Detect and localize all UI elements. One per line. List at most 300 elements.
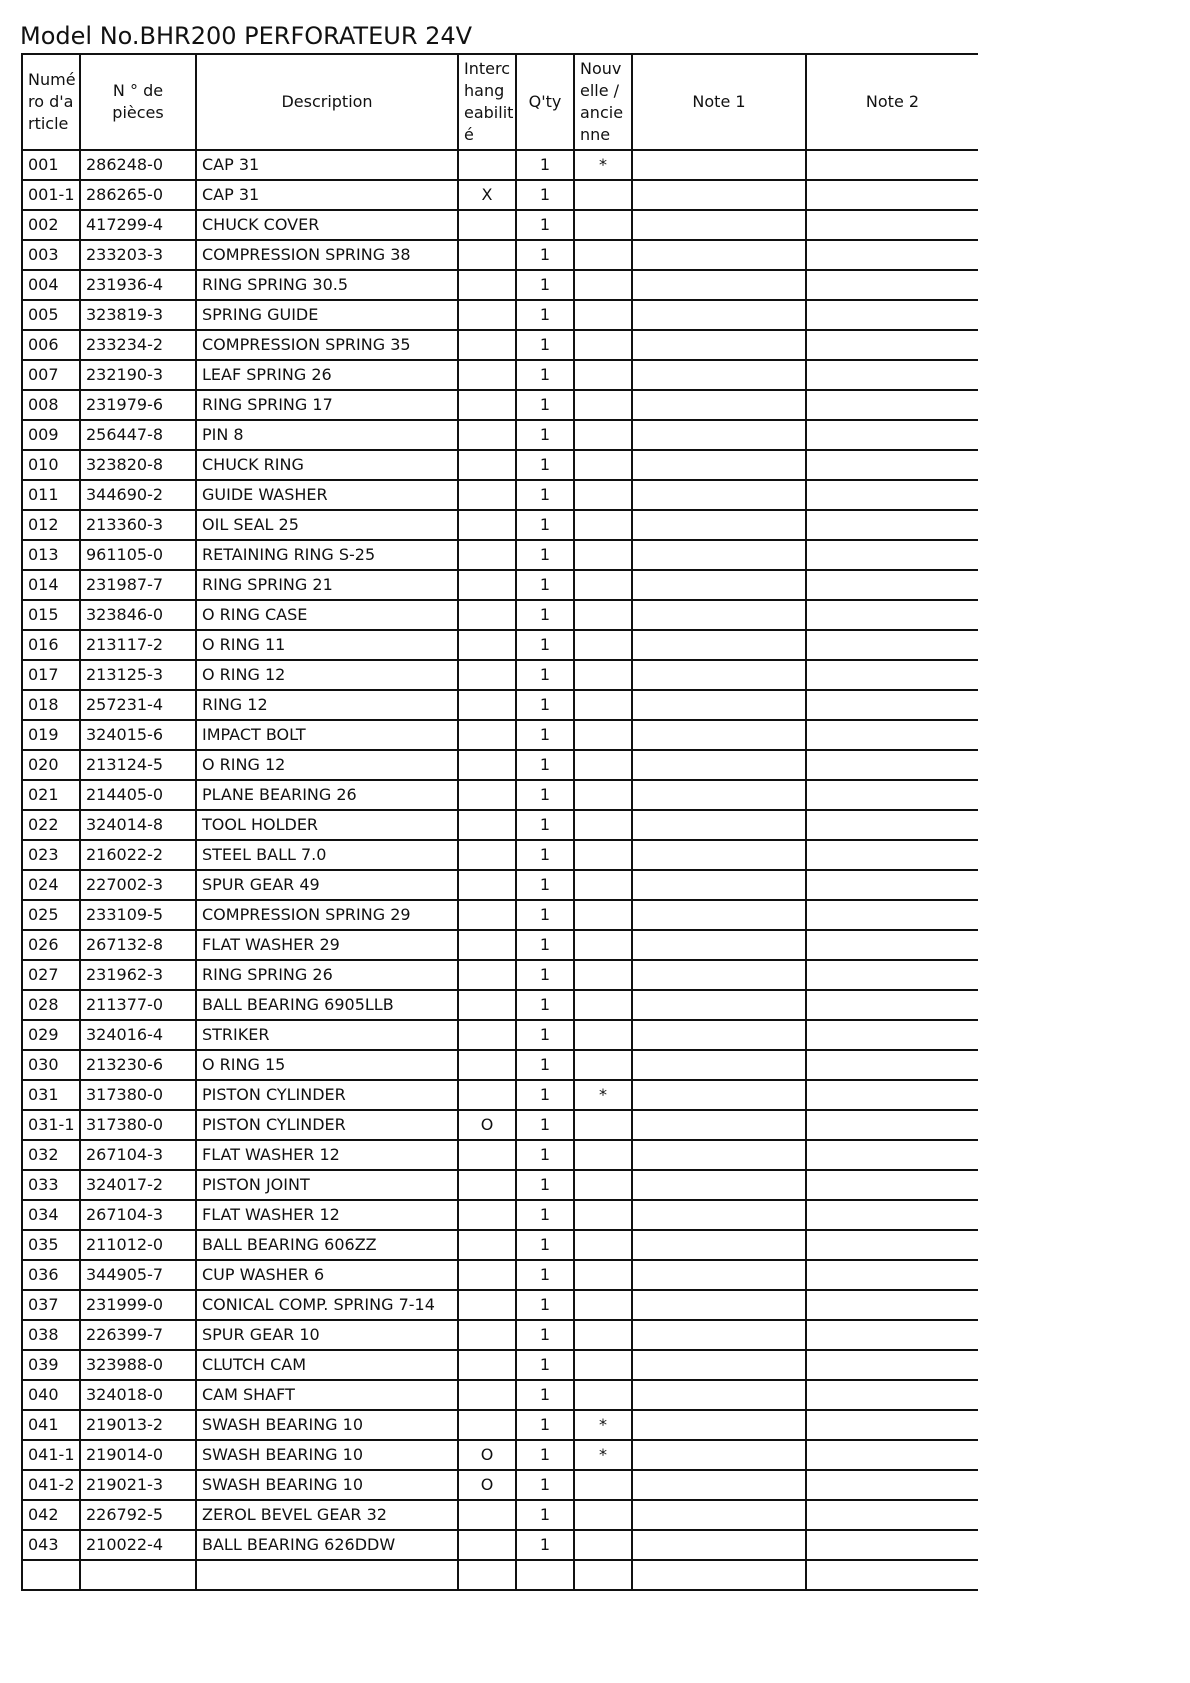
- table-row: [22, 1110, 978, 1140]
- table-row: [22, 1140, 978, 1170]
- cell-item-number: 031-1: [22, 1110, 80, 1140]
- cell-note-2: [806, 1320, 978, 1350]
- cell-quantity: 1: [516, 330, 574, 360]
- cell-item-number: 039: [22, 1350, 80, 1380]
- cell-quantity: 1: [516, 150, 574, 180]
- cell-quantity: 1: [516, 1380, 574, 1410]
- cell-new-old: [574, 210, 632, 240]
- cell-item-number: 018: [22, 690, 80, 720]
- cell-description: SPRING GUIDE: [196, 300, 458, 330]
- table-row: [22, 1200, 978, 1230]
- cell-part-number: 417299-4: [80, 210, 196, 240]
- cell-new-old: [574, 1200, 632, 1230]
- cell-interchangeability: [458, 690, 516, 720]
- cell-description: RETAINING RING S-25: [196, 540, 458, 570]
- cell-note-2: [806, 780, 978, 810]
- cell-note-1: [632, 1560, 806, 1590]
- cell-new-old: [574, 450, 632, 480]
- cell-part-number: 219013-2: [80, 1410, 196, 1440]
- cell-new-old: [574, 1320, 632, 1350]
- cell-note-1: [632, 1500, 806, 1530]
- cell-description: CLUTCH CAM: [196, 1350, 458, 1380]
- cell-note-1: [632, 1230, 806, 1260]
- cell-item-number: 028: [22, 990, 80, 1020]
- cell-note-1: [632, 240, 806, 270]
- cell-part-number: 213124-5: [80, 750, 196, 780]
- cell-new-old: [574, 360, 632, 390]
- cell-part-number: 210022-4: [80, 1530, 196, 1560]
- cell-note-2: [806, 1020, 978, 1050]
- cell-description: FLAT WASHER 12: [196, 1140, 458, 1170]
- table-row: [22, 1230, 978, 1260]
- cell-description: COMPRESSION SPRING 29: [196, 900, 458, 930]
- cell-quantity: 1: [516, 840, 574, 870]
- cell-item-number: 016: [22, 630, 80, 660]
- cell-note-2: [806, 1080, 978, 1110]
- cell-new-old: [574, 420, 632, 450]
- cell-interchangeability: [458, 990, 516, 1020]
- cell-part-number: 233203-3: [80, 240, 196, 270]
- cell-quantity: 1: [516, 240, 574, 270]
- cell-part-number: 267104-3: [80, 1200, 196, 1230]
- cell-item-number: 036: [22, 1260, 80, 1290]
- cell-note-1: [632, 1350, 806, 1380]
- cell-item-number: 022: [22, 810, 80, 840]
- cell-description: COMPRESSION SPRING 38: [196, 240, 458, 270]
- cell-note-2: [806, 750, 978, 780]
- cell-quantity: 1: [516, 360, 574, 390]
- cell-part-number: 214405-0: [80, 780, 196, 810]
- table-row: [22, 780, 978, 810]
- cell-interchangeability: [458, 1200, 516, 1230]
- cell-new-old: *: [574, 1410, 632, 1440]
- cell-quantity: 1: [516, 1530, 574, 1560]
- cell-note-1: [632, 1410, 806, 1440]
- cell-part-number: 344905-7: [80, 1260, 196, 1290]
- cell-quantity: 1: [516, 900, 574, 930]
- cell-note-1: [632, 1320, 806, 1350]
- cell-note-1: [632, 420, 806, 450]
- cell-note-1: [632, 780, 806, 810]
- cell-item-number: 025: [22, 900, 80, 930]
- table-row: [22, 150, 978, 180]
- cell-part-number: 324018-0: [80, 1380, 196, 1410]
- header-quantity: Q'ty: [516, 54, 574, 150]
- cell-quantity: 1: [516, 270, 574, 300]
- cell-description: [196, 1560, 458, 1590]
- cell-interchangeability: [458, 1230, 516, 1260]
- cell-part-number: 317380-0: [80, 1110, 196, 1140]
- table-row: [22, 1560, 978, 1590]
- cell-interchangeability: O: [458, 1470, 516, 1500]
- cell-note-1: [632, 1470, 806, 1500]
- cell-new-old: *: [574, 150, 632, 180]
- cell-item-number: 011: [22, 480, 80, 510]
- cell-interchangeability: [458, 330, 516, 360]
- cell-interchangeability: [458, 630, 516, 660]
- cell-item-number: 013: [22, 540, 80, 570]
- cell-new-old: [574, 1140, 632, 1170]
- cell-interchangeability: [458, 930, 516, 960]
- cell-description: CHUCK COVER: [196, 210, 458, 240]
- cell-note-1: [632, 600, 806, 630]
- cell-interchangeability: [458, 1050, 516, 1080]
- cell-note-2: [806, 1560, 978, 1590]
- table-body: [22, 150, 978, 1590]
- cell-new-old: *: [574, 1080, 632, 1110]
- cell-quantity: 1: [516, 1350, 574, 1380]
- table-row: [22, 1530, 978, 1560]
- cell-note-2: [806, 900, 978, 930]
- cell-note-1: [632, 1170, 806, 1200]
- cell-interchangeability: [458, 750, 516, 780]
- cell-new-old: [574, 1170, 632, 1200]
- cell-new-old: [574, 240, 632, 270]
- cell-quantity: 1: [516, 960, 574, 990]
- cell-quantity: 1: [516, 300, 574, 330]
- cell-note-2: [806, 630, 978, 660]
- cell-note-2: [806, 1530, 978, 1560]
- cell-note-2: [806, 1290, 978, 1320]
- cell-part-number: 323819-3: [80, 300, 196, 330]
- cell-item-number: 032: [22, 1140, 80, 1170]
- table-row: [22, 1470, 978, 1500]
- cell-new-old: [574, 330, 632, 360]
- cell-interchangeability: [458, 1560, 516, 1590]
- cell-part-number: 219014-0: [80, 1440, 196, 1470]
- cell-part-number: 226399-7: [80, 1320, 196, 1350]
- cell-item-number: 041: [22, 1410, 80, 1440]
- cell-note-2: [806, 660, 978, 690]
- cell-interchangeability: [458, 360, 516, 390]
- cell-note-1: [632, 840, 806, 870]
- cell-note-2: [806, 510, 978, 540]
- cell-note-2: [806, 1470, 978, 1500]
- cell-new-old: [574, 1290, 632, 1320]
- cell-quantity: 1: [516, 660, 574, 690]
- cell-note-2: [806, 1140, 978, 1170]
- cell-interchangeability: [458, 1350, 516, 1380]
- cell-quantity: 1: [516, 390, 574, 420]
- cell-description: FLAT WASHER 29: [196, 930, 458, 960]
- cell-interchangeability: [458, 1320, 516, 1350]
- header-note-2: Note 2: [806, 54, 978, 150]
- cell-note-2: [806, 840, 978, 870]
- cell-description: BALL BEARING 626DDW: [196, 1530, 458, 1560]
- cell-part-number: 324016-4: [80, 1020, 196, 1050]
- cell-new-old: [574, 1530, 632, 1560]
- cell-interchangeability: [458, 390, 516, 420]
- cell-item-number: 042: [22, 1500, 80, 1530]
- table-row: [22, 810, 978, 840]
- cell-quantity: 1: [516, 570, 574, 600]
- cell-note-2: [806, 1500, 978, 1530]
- page-title: Model No.BHR200 PERFORATEUR 24V: [20, 22, 473, 50]
- cell-interchangeability: [458, 1170, 516, 1200]
- table-row: [22, 840, 978, 870]
- cell-new-old: [574, 870, 632, 900]
- cell-new-old: [574, 300, 632, 330]
- cell-quantity: 1: [516, 1470, 574, 1500]
- cell-part-number: 267104-3: [80, 1140, 196, 1170]
- cell-description: LEAF SPRING 26: [196, 360, 458, 390]
- cell-item-number: 040: [22, 1380, 80, 1410]
- cell-quantity: 1: [516, 480, 574, 510]
- cell-part-number: 286265-0: [80, 180, 196, 210]
- cell-note-1: [632, 1440, 806, 1470]
- cell-description: COMPRESSION SPRING 35: [196, 330, 458, 360]
- cell-note-1: [632, 1110, 806, 1140]
- cell-description: BALL BEARING 6905LLB: [196, 990, 458, 1020]
- table-row: [22, 990, 978, 1020]
- cell-interchangeability: [458, 420, 516, 450]
- cell-note-2: [806, 210, 978, 240]
- cell-interchangeability: X: [458, 180, 516, 210]
- table-row: [22, 1020, 978, 1050]
- cell-part-number: 231962-3: [80, 960, 196, 990]
- cell-interchangeability: [458, 780, 516, 810]
- cell-part-number: 231987-7: [80, 570, 196, 600]
- cell-part-number: 961105-0: [80, 540, 196, 570]
- cell-item-number: 006: [22, 330, 80, 360]
- cell-note-1: [632, 150, 806, 180]
- cell-note-1: [632, 660, 806, 690]
- parts-table-container: [21, 53, 978, 1683]
- cell-description: PIN 8: [196, 420, 458, 450]
- cell-new-old: [574, 720, 632, 750]
- cell-note-2: [806, 480, 978, 510]
- cell-item-number: 010: [22, 450, 80, 480]
- cell-description: FLAT WASHER 12: [196, 1200, 458, 1230]
- table-row: [22, 240, 978, 270]
- cell-quantity: 1: [516, 1110, 574, 1140]
- cell-item-number: 041-2: [22, 1470, 80, 1500]
- cell-note-2: [806, 270, 978, 300]
- cell-interchangeability: [458, 1080, 516, 1110]
- cell-note-2: [806, 240, 978, 270]
- cell-item-number: 024: [22, 870, 80, 900]
- cell-quantity: 1: [516, 210, 574, 240]
- cell-note-1: [632, 930, 806, 960]
- cell-description: O RING CASE: [196, 600, 458, 630]
- cell-item-number: 001-1: [22, 180, 80, 210]
- cell-note-1: [632, 870, 806, 900]
- cell-note-2: [806, 1440, 978, 1470]
- cell-quantity: 1: [516, 1500, 574, 1530]
- table-row: [22, 390, 978, 420]
- cell-item-number: 029: [22, 1020, 80, 1050]
- cell-quantity: 1: [516, 810, 574, 840]
- cell-quantity: 1: [516, 630, 574, 660]
- cell-note-1: [632, 690, 806, 720]
- table-row: [22, 690, 978, 720]
- cell-interchangeability: [458, 870, 516, 900]
- cell-interchangeability: [458, 510, 516, 540]
- cell-note-1: [632, 1200, 806, 1230]
- table-row: [22, 930, 978, 960]
- cell-description: O RING 12: [196, 660, 458, 690]
- cell-note-2: [806, 600, 978, 630]
- cell-note-1: [632, 480, 806, 510]
- header-item-number: Numé ro d'a rticle: [22, 54, 80, 150]
- table-row: [22, 540, 978, 570]
- cell-new-old: [574, 570, 632, 600]
- cell-note-2: [806, 1230, 978, 1260]
- cell-part-number: 233109-5: [80, 900, 196, 930]
- header-interchangeability: Interc hang eabilit é: [458, 54, 516, 150]
- cell-part-number: 226792-5: [80, 1500, 196, 1530]
- cell-part-number: 233234-2: [80, 330, 196, 360]
- table-row: [22, 1350, 978, 1380]
- cell-new-old: [574, 390, 632, 420]
- cell-item-number: 004: [22, 270, 80, 300]
- cell-quantity: 1: [516, 690, 574, 720]
- cell-note-2: [806, 690, 978, 720]
- cell-new-old: [574, 990, 632, 1020]
- cell-note-2: [806, 1170, 978, 1200]
- cell-note-2: [806, 1380, 978, 1410]
- cell-quantity: 1: [516, 450, 574, 480]
- cell-description: PISTON CYLINDER: [196, 1080, 458, 1110]
- cell-interchangeability: [458, 840, 516, 870]
- table-row: [22, 1260, 978, 1290]
- cell-quantity: 1: [516, 1290, 574, 1320]
- cell-new-old: [574, 630, 632, 660]
- cell-note-1: [632, 990, 806, 1020]
- cell-new-old: [574, 270, 632, 300]
- cell-description: CAP 31: [196, 150, 458, 180]
- cell-note-2: [806, 1350, 978, 1380]
- table-row: [22, 570, 978, 600]
- cell-note-1: [632, 300, 806, 330]
- cell-item-number: 003: [22, 240, 80, 270]
- cell-description: SPUR GEAR 49: [196, 870, 458, 900]
- cell-note-2: [806, 330, 978, 360]
- cell-interchangeability: [458, 270, 516, 300]
- cell-interchangeability: [458, 450, 516, 480]
- cell-part-number: 286248-0: [80, 150, 196, 180]
- cell-note-1: [632, 750, 806, 780]
- cell-interchangeability: [458, 900, 516, 930]
- cell-note-2: [806, 1410, 978, 1440]
- cell-description: RING SPRING 30.5: [196, 270, 458, 300]
- cell-interchangeability: [458, 480, 516, 510]
- table-row: [22, 1380, 978, 1410]
- cell-interchangeability: [458, 1290, 516, 1320]
- cell-description: SWASH BEARING 10: [196, 1470, 458, 1500]
- cell-item-number: 043: [22, 1530, 80, 1560]
- cell-quantity: 1: [516, 180, 574, 210]
- cell-quantity: 1: [516, 870, 574, 900]
- cell-interchangeability: [458, 1020, 516, 1050]
- cell-item-number: 014: [22, 570, 80, 600]
- cell-note-2: [806, 960, 978, 990]
- cell-description: PISTON CYLINDER: [196, 1110, 458, 1140]
- cell-interchangeability: [458, 600, 516, 630]
- cell-note-1: [632, 1530, 806, 1560]
- cell-description: STEEL BALL 7.0: [196, 840, 458, 870]
- cell-interchangeability: [458, 720, 516, 750]
- cell-quantity: 1: [516, 780, 574, 810]
- cell-interchangeability: [458, 1500, 516, 1530]
- cell-description: O RING 15: [196, 1050, 458, 1080]
- cell-new-old: *: [574, 1440, 632, 1470]
- cell-note-2: [806, 420, 978, 450]
- table-row: [22, 450, 978, 480]
- header-part-number: N ° de pièces: [80, 54, 196, 150]
- cell-quantity: 1: [516, 1320, 574, 1350]
- table-row: [22, 360, 978, 390]
- cell-note-1: [632, 900, 806, 930]
- table-row: [22, 960, 978, 990]
- cell-new-old: [574, 1260, 632, 1290]
- cell-part-number: 219021-3: [80, 1470, 196, 1500]
- cell-interchangeability: [458, 1410, 516, 1440]
- table-row: [22, 720, 978, 750]
- cell-part-number: 323846-0: [80, 600, 196, 630]
- cell-note-2: [806, 360, 978, 390]
- table-row: [22, 630, 978, 660]
- cell-note-2: [806, 1200, 978, 1230]
- cell-description: CHUCK RING: [196, 450, 458, 480]
- cell-interchangeability: [458, 1260, 516, 1290]
- cell-part-number: 324017-2: [80, 1170, 196, 1200]
- cell-note-2: [806, 1050, 978, 1080]
- table-row: [22, 210, 978, 240]
- cell-note-1: [632, 1380, 806, 1410]
- table-row: [22, 1290, 978, 1320]
- cell-item-number: 027: [22, 960, 80, 990]
- cell-quantity: 1: [516, 750, 574, 780]
- cell-new-old: [574, 480, 632, 510]
- cell-description: RING SPRING 21: [196, 570, 458, 600]
- cell-part-number: 211012-0: [80, 1230, 196, 1260]
- cell-part-number: 344690-2: [80, 480, 196, 510]
- cell-new-old: [574, 690, 632, 720]
- cell-item-number: 026: [22, 930, 80, 960]
- cell-quantity: 1: [516, 1050, 574, 1080]
- cell-note-2: [806, 450, 978, 480]
- cell-quantity: 1: [516, 600, 574, 630]
- cell-interchangeability: [458, 1140, 516, 1170]
- cell-new-old: [574, 900, 632, 930]
- table-header-row: [22, 54, 978, 150]
- table-row: [22, 600, 978, 630]
- cell-description: O RING 12: [196, 750, 458, 780]
- cell-quantity: 1: [516, 1200, 574, 1230]
- cell-interchangeability: [458, 570, 516, 600]
- cell-note-1: [632, 810, 806, 840]
- cell-item-number: 007: [22, 360, 80, 390]
- cell-note-1: [632, 330, 806, 360]
- cell-part-number: 317380-0: [80, 1080, 196, 1110]
- table-row: [22, 1440, 978, 1470]
- cell-description: RING SPRING 17: [196, 390, 458, 420]
- cell-item-number: 031: [22, 1080, 80, 1110]
- cell-note-1: [632, 1260, 806, 1290]
- cell-interchangeability: [458, 300, 516, 330]
- table-row: [22, 1050, 978, 1080]
- cell-quantity: 1: [516, 540, 574, 570]
- cell-interchangeability: [458, 210, 516, 240]
- table-row: [22, 180, 978, 210]
- cell-description: GUIDE WASHER: [196, 480, 458, 510]
- cell-description: CAM SHAFT: [196, 1380, 458, 1410]
- cell-note-2: [806, 390, 978, 420]
- cell-description: CUP WASHER 6: [196, 1260, 458, 1290]
- cell-part-number: 231999-0: [80, 1290, 196, 1320]
- table-row: [22, 330, 978, 360]
